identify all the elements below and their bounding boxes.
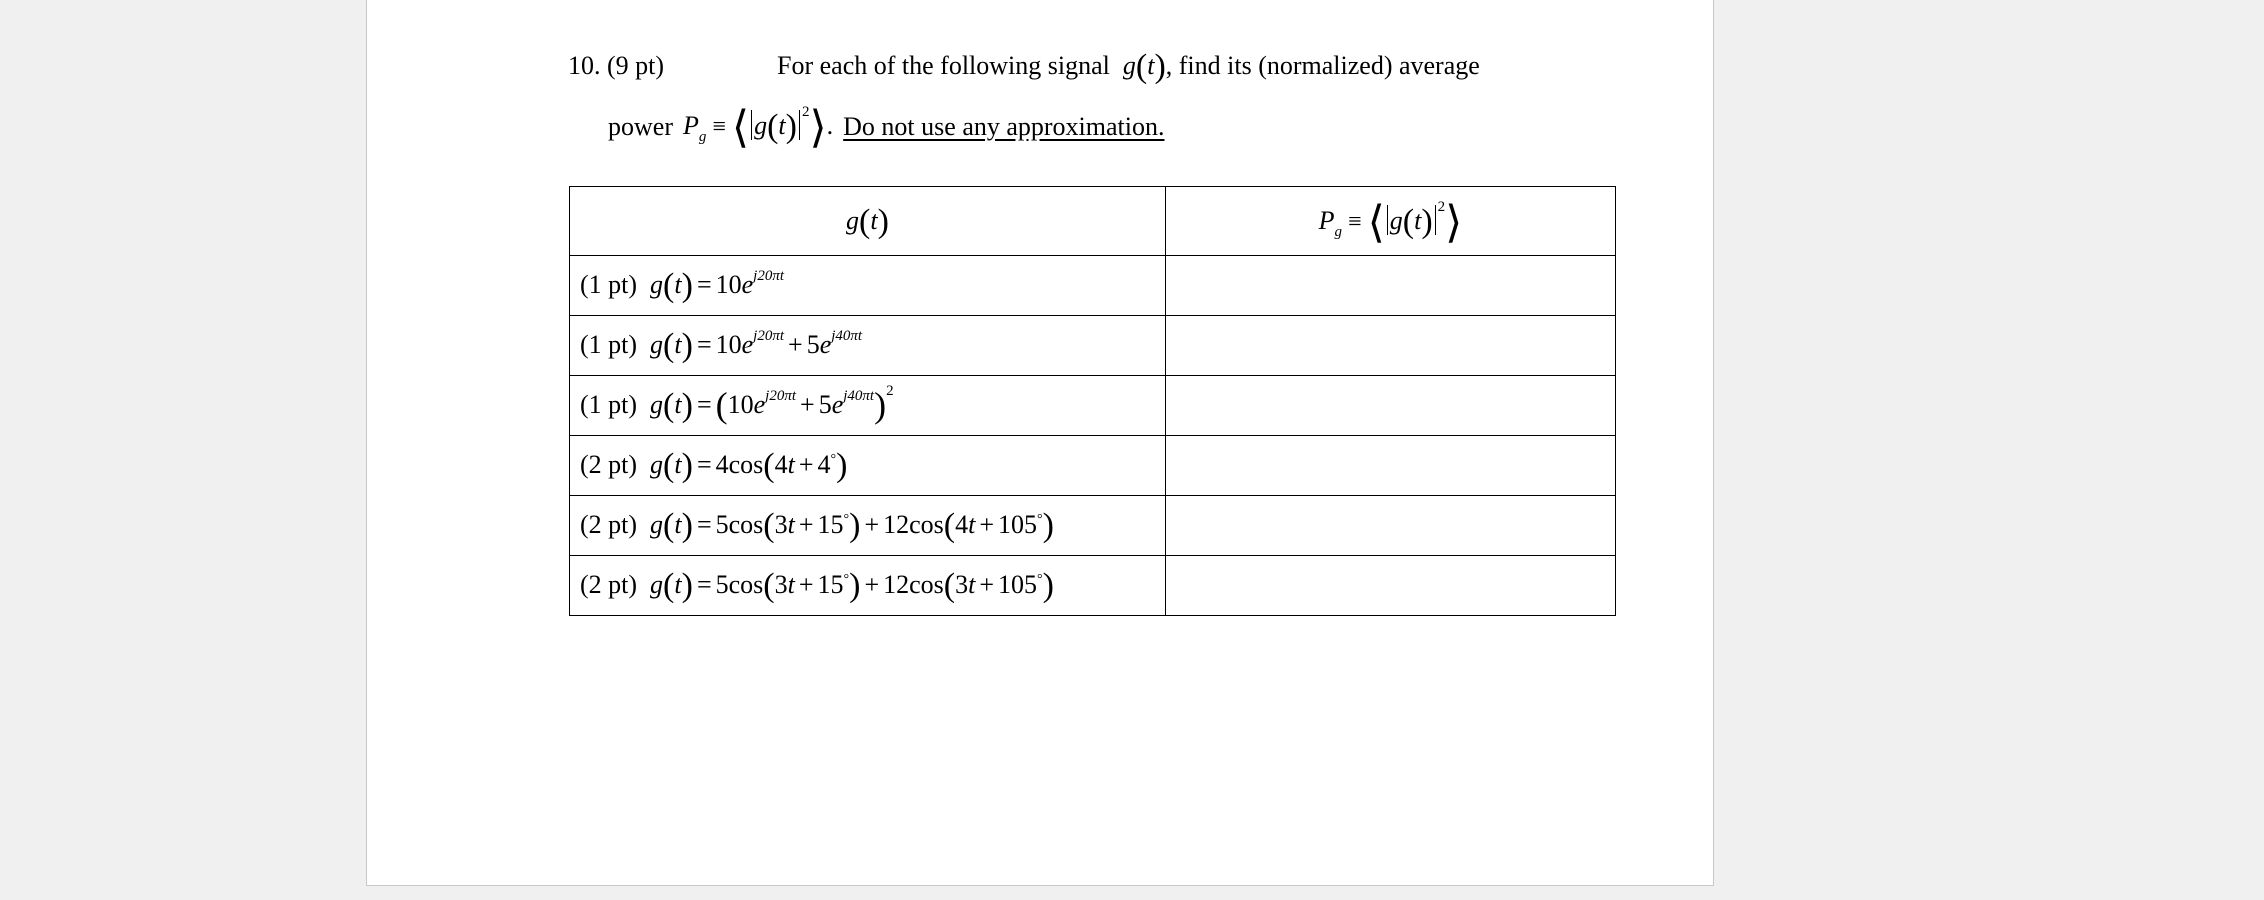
answer-cell[interactable] — [1166, 556, 1616, 616]
answer-cell[interactable] — [1166, 376, 1616, 436]
header-signal: g(t) — [570, 187, 1166, 256]
signal-cell: (2 pt) g(t) = 5cos(3t + 15°) + 12cos(3t + 105°) — [570, 556, 1166, 616]
question-number: 10. (9 pt) — [568, 51, 665, 80]
table-row — [570, 256, 1616, 316]
table-row — [570, 376, 1616, 436]
signal-cell: (2 pt) g(t) = 5cos(3t + 15°) + 12cos(4t + 105°) — [570, 496, 1166, 556]
table-row — [570, 316, 1616, 376]
answer-cell[interactable] — [1166, 256, 1616, 316]
answer-cell[interactable] — [1166, 496, 1616, 556]
question-text-line1: For each of the following signal g(t), find its (normalized) average — [777, 48, 1480, 85]
approximation-warning: Do not use any approximation. — [843, 111, 1165, 141]
power-definition: $P_g$ ≡ ⟨ g(t) $^2$⟩. — [682, 103, 834, 152]
header-power: $P_g$ ≡ ⟨ g(t) $^2$⟩ — [1166, 187, 1616, 256]
document-page — [366, 0, 1714, 886]
answer-cell[interactable] — [1166, 316, 1616, 376]
signal-cell: (1 pt) $g(t) = (10e^{j20\pi t} + 5e^{j40\pi t})^2$ — [570, 376, 1166, 436]
table-row — [570, 556, 1616, 616]
table-header-row — [570, 187, 1616, 256]
question-text-line2: power $P_g$ ≡ ⟨ g(t) $^2$⟩. Do not use any approximation. — [608, 103, 1165, 152]
signal-cell: (2 pt) g(t) = 4cos(4t + 4°) — [570, 436, 1166, 496]
table-row — [570, 436, 1616, 496]
answer-cell[interactable] — [1166, 436, 1616, 496]
signal-power-table — [569, 186, 1616, 616]
signal-cell: (1 pt) $g(t) = 10e^{j20\pi t}$ — [570, 256, 1166, 316]
table-row — [570, 496, 1616, 556]
signal-cell: (1 pt) $g(t) = 10e^{j20\pi t} + 5e^{j40\pi t}$ — [570, 316, 1166, 376]
